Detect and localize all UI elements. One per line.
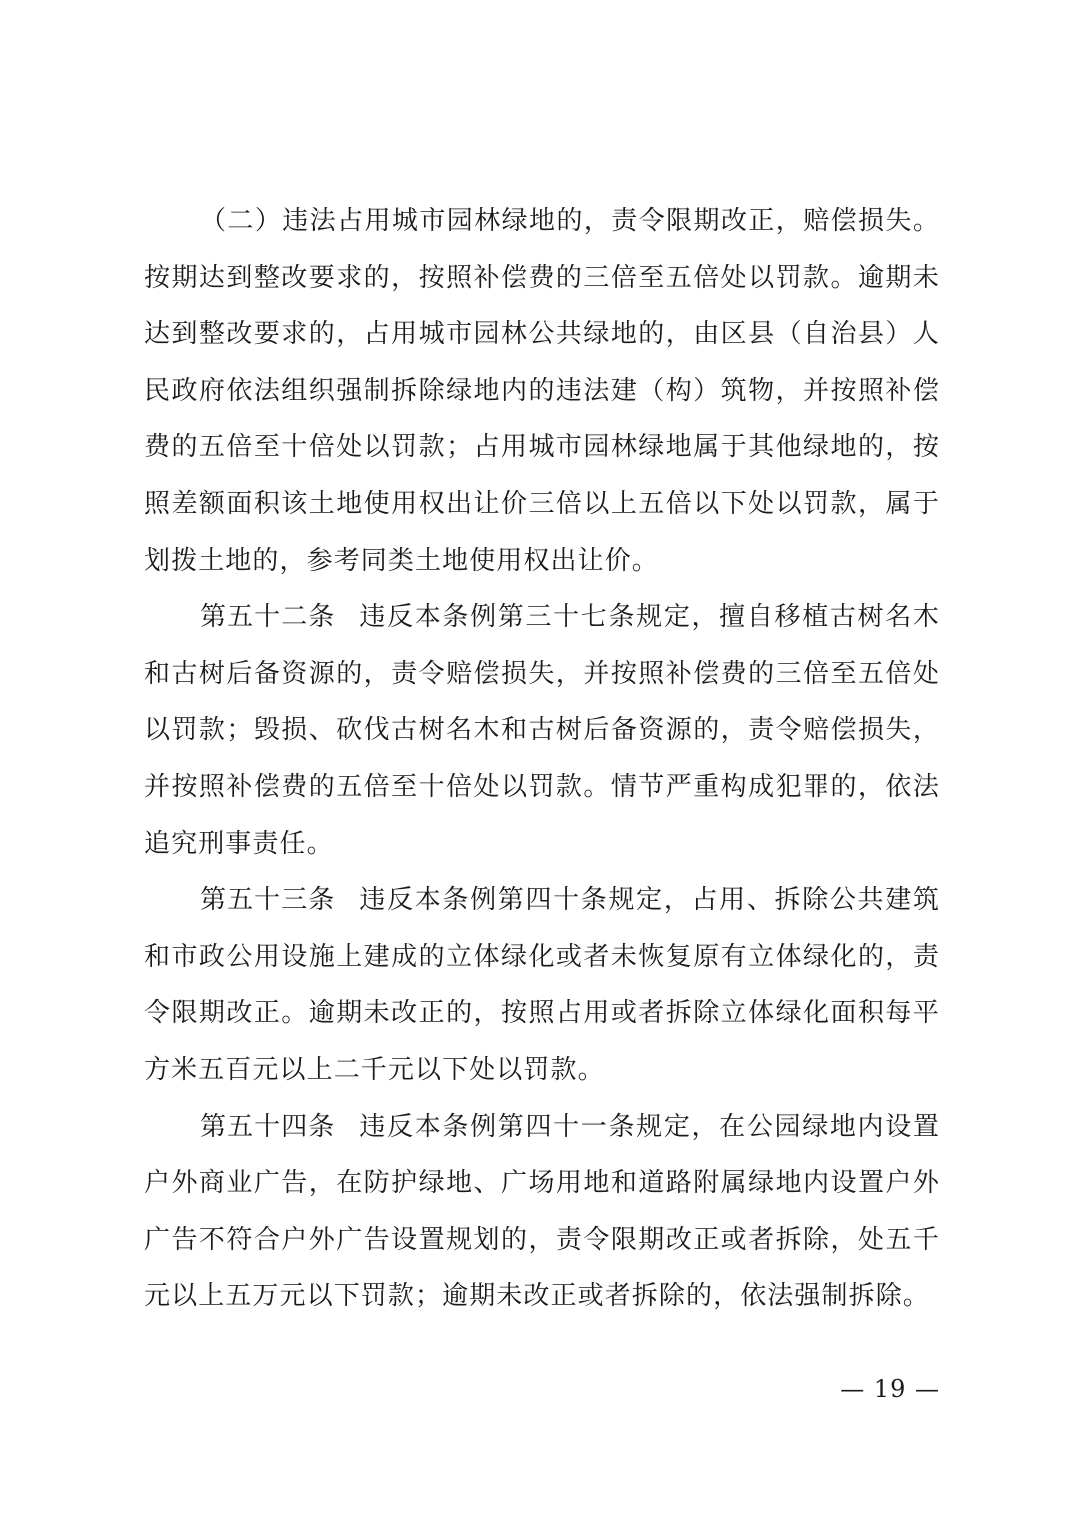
article-number: 第五十二条 [200, 602, 336, 633]
article-number: 第五十三条 [200, 885, 336, 916]
article-53 [144, 872, 940, 1098]
article-number: 第五十四条 [200, 1111, 336, 1142]
document-body [144, 193, 940, 1325]
page-number: — 19 — [840, 1375, 940, 1403]
paragraph-text: （二）违法占用城市园林绿地的，责令限期改正，赔偿损失。按期达到整改要求的，按照补偿费的三倍至五倍处以罚款。逾期未达到整改要求的，占用城市园林公共绿地的，由区县（自治县）人民政府依法组织强制拆除绿地内的违法建（构）筑物，并按照补偿费的五倍至十倍处以罚款；占用城市园林绿地属于其他绿地的，按照差额面积该土地使用权出让价三倍以上五倍以下处以罚款，属于划拨土地的，参考同类土地使用权出让价。 [144, 206, 940, 576]
article-text: 违反本条例第三十七条规定，擅自移植古树名木和古树后备资源的，责令赔偿损失，并按照补偿费的三倍至五倍处以罚款；毁损、砍伐古树名木和古树后备资源的，责令赔偿损失，并按照补偿费的五倍至十倍处以罚款。情节严重构成犯罪的，依法追究刑事责任。 [144, 602, 940, 859]
article-text: 违反本条例第四十条规定，占用、拆除公共建筑和市政公用设施上建成的立体绿化或者未恢复原有立体绿化的，责令限期改正。逾期未改正的，按照占用或者拆除立体绿化面积每平方米五百元以上二千元以下处以罚款。 [144, 885, 940, 1085]
paragraph-item-2 [144, 193, 940, 589]
article-52 [144, 589, 940, 872]
article-54 [144, 1099, 940, 1325]
article-text: 违反本条例第四十一条规定，在公园绿地内设置户外商业广告，在防护绿地、广场用地和道路附属绿地内设置户外广告不符合户外广告设置规划的，责令限期改正或者拆除，处五千元以上五万元以下罚款；逾期未改正或者拆除的，依法强制拆除。 [144, 1111, 940, 1312]
